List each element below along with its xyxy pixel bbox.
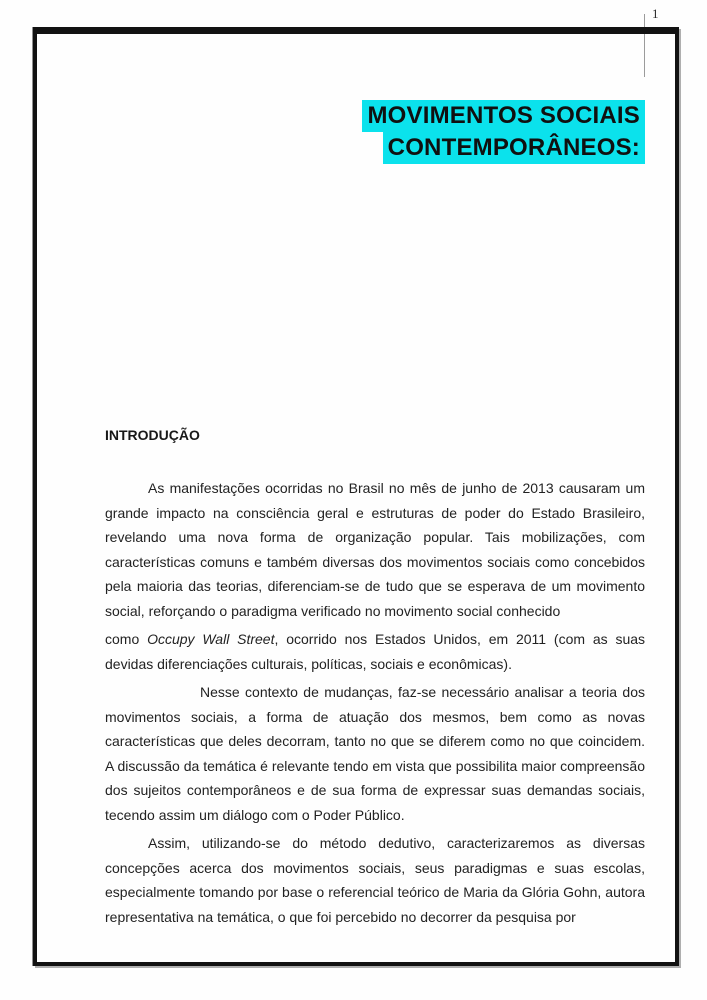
page-number: 1 xyxy=(652,6,659,21)
paragraph-3: Nesse contexto de mudanças, faz-se necessário analisar a teoria dos movimentos sociais, a forma de atuação dos mesmos, bem como as novas características que deles decorram, tanto no que se diferem como no que coincidem. A discussão da temática é relevante tendo em vista que possibilita maior compreensão dos sujeitos contemporâneos e de sua forma de expressar suas demandas sociais, tecendo assim um diálogo com o Poder Público. xyxy=(105,684,645,823)
paragraph-2 xyxy=(105,627,645,676)
paragraph-1: As manifestações ocorridas no Brasil no mês de junho de 2013 causaram um grande impacto na consciência geral e estruturas de poder do Estado Brasileiro, revelando uma nova forma de organização popular. Tais mobilizações, com características comuns e também diversas dos movimentos sociais como concebidos pela maioria das teorias, diferenciam-se de tudo que se esperava de um movimento social, reforçando o paradigma verificado no movimento social conhecido xyxy=(105,480,645,619)
paragraph-2-post: , ocorrido nos Estados Unidos, em 2011 (com as suas devidas diferenciações culturais, políticas, sociais e econômicas). xyxy=(105,631,646,672)
title-line-1: MOVIMENTOS SOCIAIS xyxy=(362,100,645,132)
title-line-2: CONTEMPORÂNEOS: xyxy=(383,132,645,164)
document-title xyxy=(105,100,645,164)
paragraph-2-italic-term: Occupy Wall Street xyxy=(147,631,275,647)
body-text xyxy=(105,476,645,929)
paragraph-2-pre: como xyxy=(105,631,148,647)
paragraph-4: Assim, utilizando-se do método dedutivo, caracterizaremos as diversas concepções acerca dos movimentos sociais, seus paradigmas e suas escolas, especialmente tomando por base o referencial teórico de Maria da Glória Gohn, autora representativa na temática, o que foi percebido no decorrer da pesquisa por xyxy=(105,835,645,925)
page-border-frame xyxy=(33,27,679,966)
section-heading-introducao: INTRODUÇÃO xyxy=(105,427,200,443)
